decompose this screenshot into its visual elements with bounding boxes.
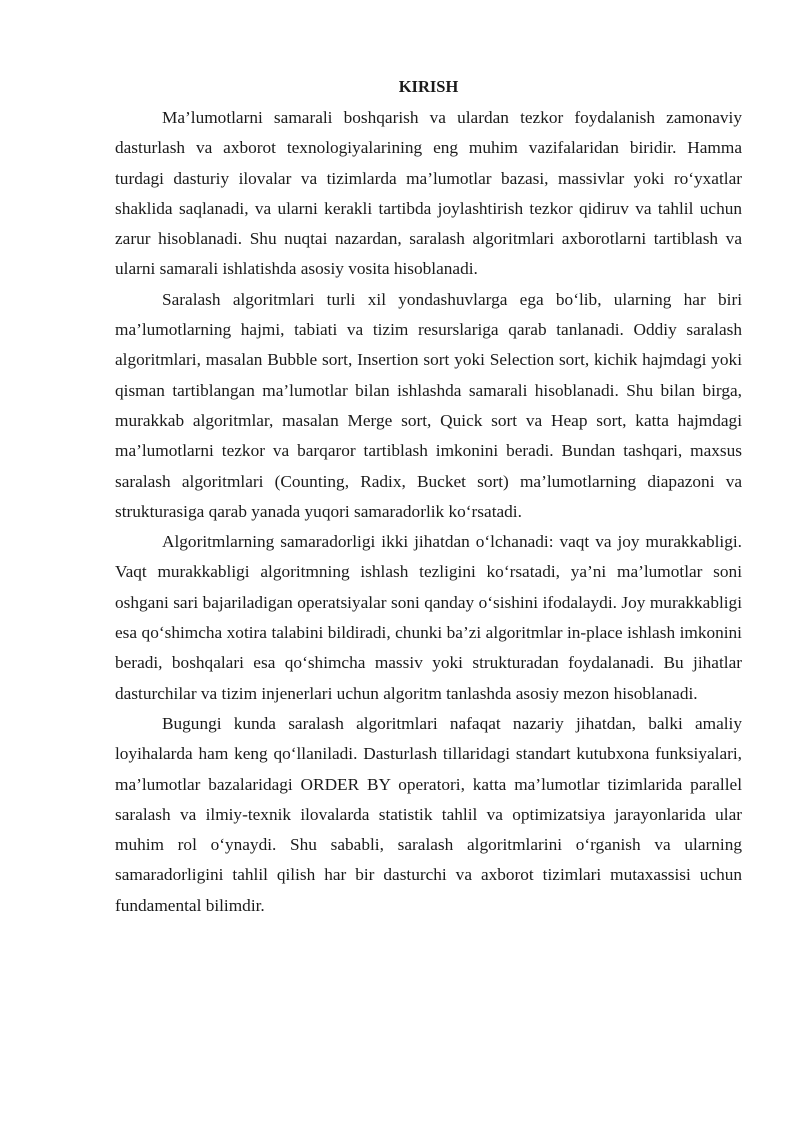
paragraph-applications: Bugungi kunda saralash algoritmlari nafaqat nazariy jihatdan, balki amaliy loyihalarda ham keng qo‘llaniladi. Dasturlash tillaridagi standart kutubxona funksiyalari, ma’lumotlar bazalaridagi ORDER BY operatori, katta ma’lumotlar tizimlarida parallel saralash va ilmiy-texnik ilovalarda statistik tahlil va optimizatsiya jarayonlarida ular muhim rol o‘ynaydi. Shu sababli, saralash algoritmlarini o‘rganish va ularning samaradorligini tahlil qilish har bir dasturchi va axborot tizimlari mutaxassisi uchun fundamental bilimdir. — [115, 713, 742, 915]
page-title: KIRISH — [398, 77, 459, 96]
document-page — [115, 72, 742, 921]
paragraph-intro: Ma’lumotlarni samarali boshqarish va ulardan tezkor foydalanish zamonaviy dasturlash va axborot texnologiyalarining eng muhim vazifalaridan biridir. Hamma turdagi dasturiy ilovalar va tizimlarda ma’lumotlar bazasi, massivlar yoki ro‘yxatlar shaklida saqlanadi, va ularni kerakli tartibda joylashtirish tezkor qidiruv va tahlil uchun zarur hisoblanadi. Shu nuqtai nazardan, saralash algoritmlari axborotlarni tartiblash va ularni samarali ishlatishda asosiy vosita hisoblanadi. — [115, 108, 742, 279]
paragraph-efficiency: Algoritmlarning samaradorligi ikki jihatdan o‘lchanadi: vaqt va joy murakkabligi. Vaqt murakkabligi algoritmning ishlash tezligini ko‘rsatadi, ya’ni ma’lumotlar soni oshgani sari bajariladigan operatsiyalar soni qanday o‘sishini ifodalaydi. Joy murakkabligi esa qo‘shimcha xotira talabini bildiradi, chunki ba’zi algoritmlar in-place ishlash imkonini beradi, boshqalari esa qo‘shimcha massiv yoki strukturadan foydalanadi. Bu jihatlar dasturchilar va tizim injenerlari uchun algoritm tanlashda asosiy mezon hisoblanadi. — [115, 532, 742, 703]
paragraph-sorting-approaches: Saralash algoritmlari turli xil yondashuvlarga ega bo‘lib, ularning har biri ma’lumotlarning hajmi, tabiati va tizim resurslariga qarab tanlanadi. Oddiy saralash algoritmlari, masalan Bubble sort, Insertion sort yoki Selection sort, kichik hajmdagi yoki qisman tartiblangan ma’lumotlar bilan ishlashda samarali hisoblanadi. Shu bilan birga, murakkab algoritmlar, masalan Merge sort, Quick sort va Heap sort, katta hajmdagi ma’lumotlarni tezkor va barqaror tartiblash imkonini beradi. Bundan tashqari, maxsus saralash algoritmlari (Counting, Radix, Bucket sort) ma’lumotlarning diapazoni va strukturasiga qarab yanada yuqori samaradorlik ko‘rsatadi. — [115, 289, 742, 521]
